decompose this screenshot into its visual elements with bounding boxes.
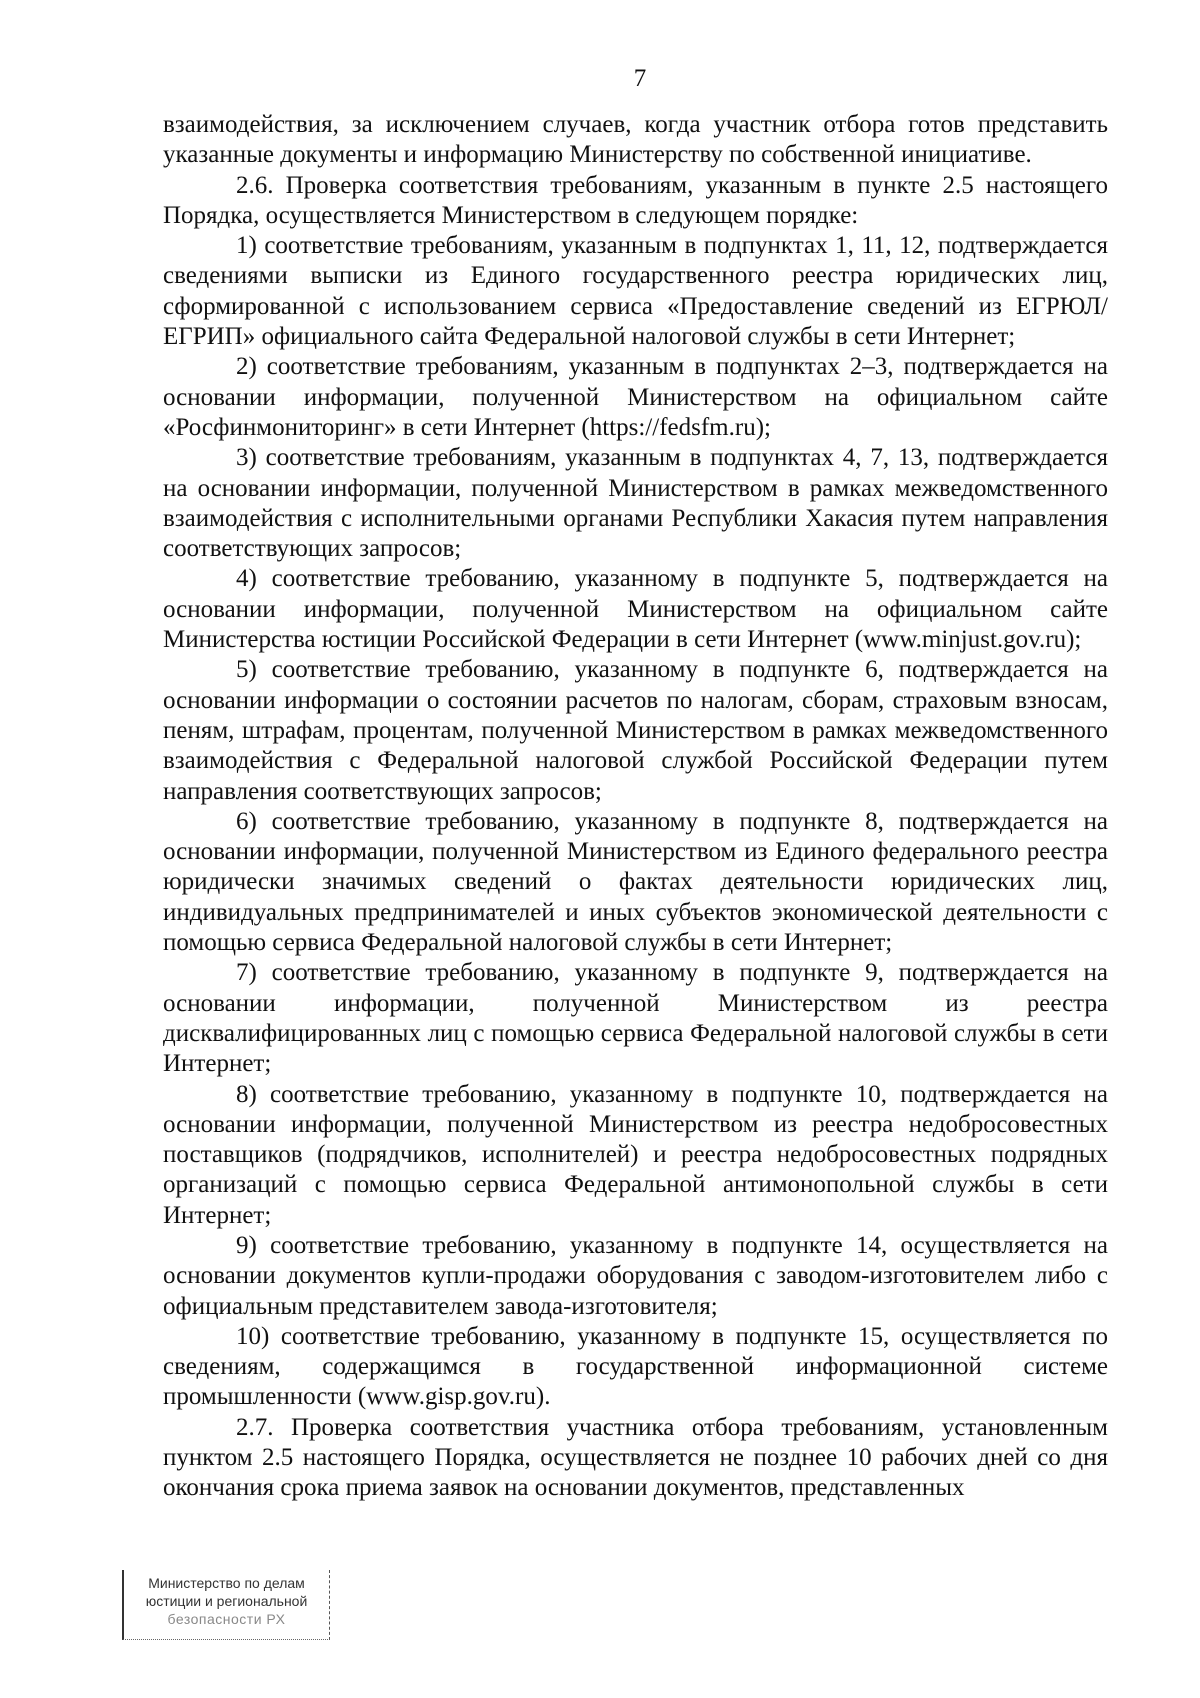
paragraph: 2) соответствие требованиям, указанным в подпунктах 2–3, подтверждается на основании информации, полученной Министерством на официальном сайте «Росфинмониторинг» в сети Интернет (https://fedsfm.ru); <box>163 353 1108 441</box>
paragraph: 10) соответствие требованию, указанному в подпункте 15, осуществляется по сведениям, содержащимся в государственной информационной системе промышленности (www.gisp.gov.ru). <box>163 1322 1108 1411</box>
paragraph: 4) соответствие требованию, указанному в подпункте 5, подтверждается на основании информации, полученной Министерством на официальном сайте Министерства юстиции Российской Федерации в сети Интернет (www.minjust.gov.ru); <box>163 565 1108 654</box>
stamp-line-3: безопасности РХ <box>167 1611 286 1627</box>
stamp-line-1: Министерство по делам <box>148 1575 305 1591</box>
document-body <box>163 110 1108 1504</box>
paragraph: 9) соответствие требованию, указанному в подпункте 14, осуществляется на основании документов купли-продажи оборудования с заводом-изготовителем либо с официальным представителем завода-изготовителя; <box>163 1231 1108 1320</box>
registration-stamp <box>122 1570 330 1640</box>
paragraph: 1) соответствие требованиям, указанным в подпунктах 1, 11, 12, подтверждается сведениями выписки из Единого государственного реестра юридических лиц, сформированной с использованием сервиса «Предоставление сведений из ЕГРЮЛ/ЕГРИП» официального сайта Федеральной налоговой службы в сети Интернет; <box>163 232 1108 351</box>
paragraph: 2.7. Проверка соответствия участника отбора требованиям, установленным пунктом 2.5 настоящего Порядка, осуществляется не позднее 10 рабочих дней со дня окончания срока приема заявок на основании документов, представленных <box>163 1413 1108 1502</box>
paragraph: 3) соответствие требованиям, указанным в подпунктах 4, 7, 13, подтверждается на основании информации, полученной Министерством в рамках межведомственного взаимодействия с исполнительными органами Республики Хакасия путем направления соответствующих запросов; <box>163 444 1108 563</box>
paragraph: 6) соответствие требованию, указанному в подпункте 8, подтверждается на основании информации, полученной Министерством из Единого федерального реестра юридически значимых сведений о фактах деятельности юридических лиц, индивидуальных предпринимателей и иных субъектов экономической деятельности с помощью сервиса Федеральной налоговой службы в сети Интернет; <box>163 807 1108 957</box>
paragraph: 7) соответствие требованию, указанному в подпункте 9, подтверждается на основании информации, полученной Министерством из реестра дисквалифицированных лиц с помощью сервиса Федеральной налоговой службы в сети Интернет; <box>163 959 1108 1078</box>
page-number: 7 <box>633 65 647 92</box>
paragraph: 5) соответствие требованию, указанному в подпункте 6, подтверждается на основании информации о состоянии расчетов по налогам, сборам, страховым взносам, пеням, штрафам, процентам, полученной Министерством в рамках межведомственного взаимодействия с Федеральной налоговой службой Российской Федерации путем направления соответствующих запросов; <box>163 656 1108 805</box>
paragraph: 2.6. Проверка соответствия требованиям, указанным в пункте 2.5 настоящего Порядка, осуществляется Министерством в следующем порядке: <box>163 171 1108 229</box>
paragraph: 8) соответствие требованию, указанному в подпункте 10, подтверждается на основании информации, полученной Министерством из реестра недобросовестных поставщиков (подрядчиков, исполнителей) и реестра недобросовестных подрядных организаций с помощью сервиса Федеральной антимонопольной службы в сети Интернет; <box>163 1080 1108 1229</box>
paragraph: взаимодействия, за исключением случаев, когда участник отбора готов представить указанные документы и информацию Министерству по собственной инициативе. <box>163 111 1108 169</box>
stamp-line-2: юстиции и региональной <box>145 1593 308 1609</box>
